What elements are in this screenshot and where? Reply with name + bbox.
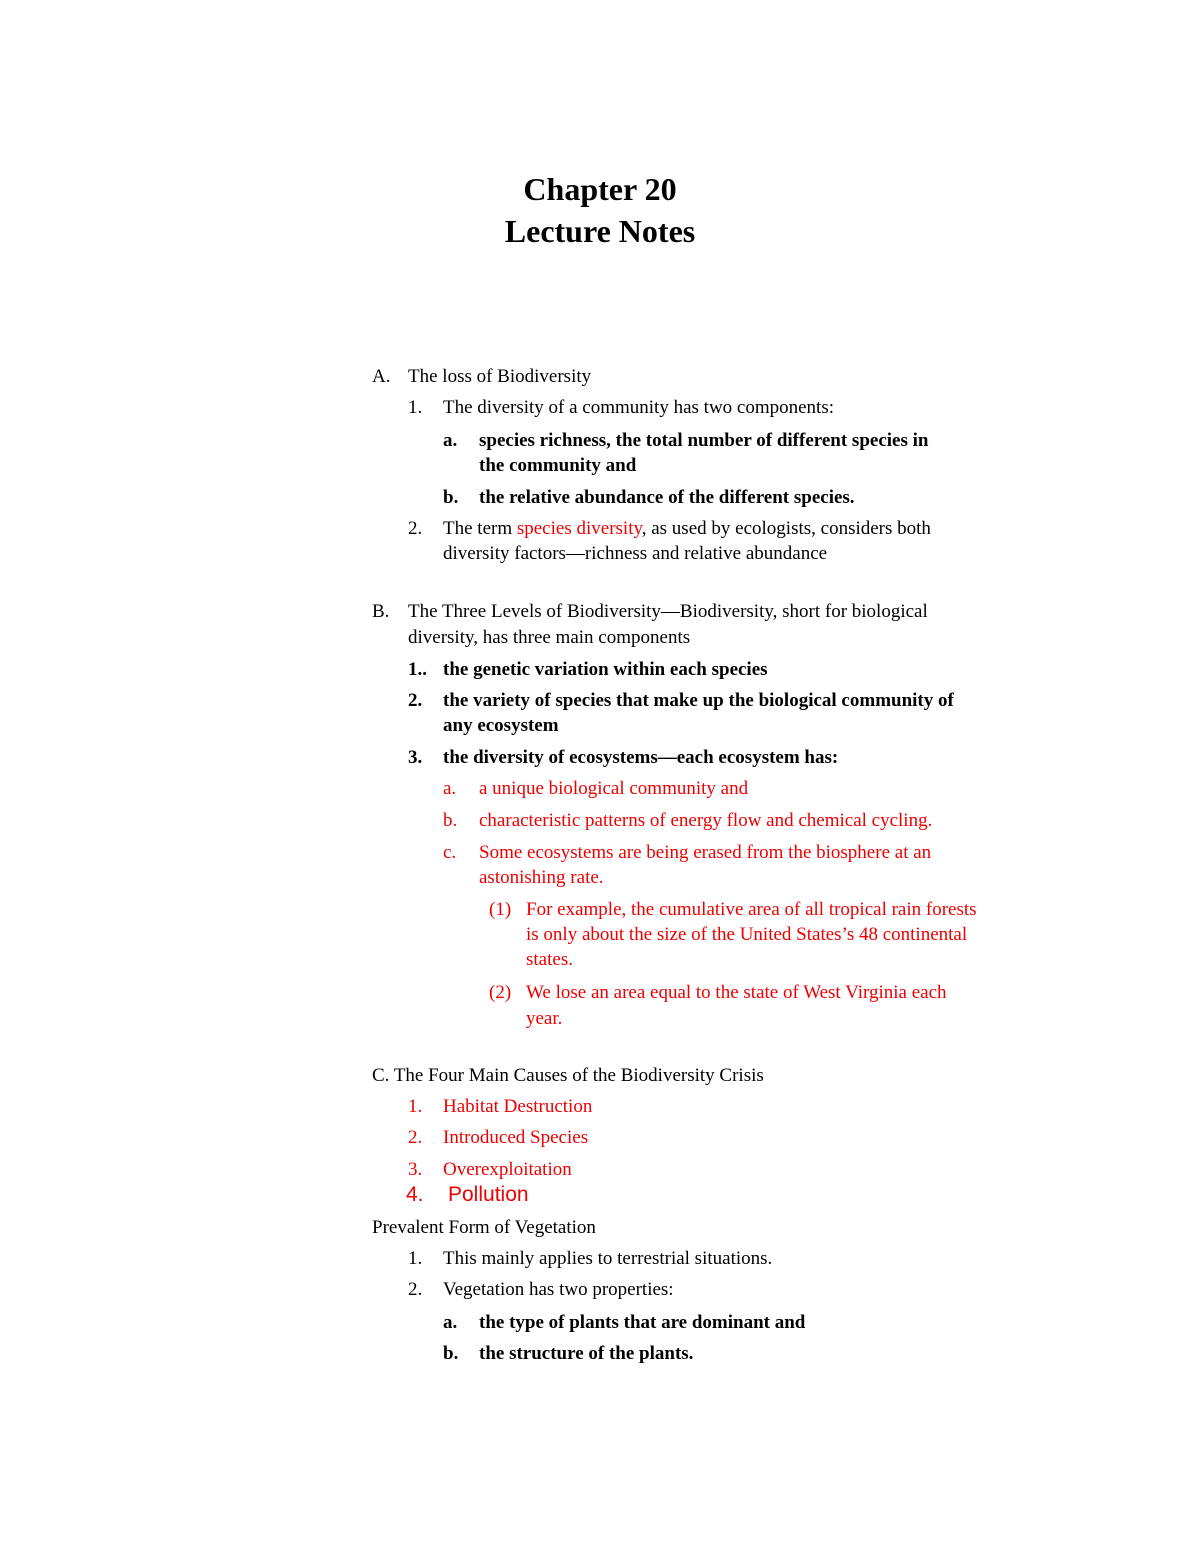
- section-b-item3a-marker: a.: [443, 778, 457, 799]
- section-a-item1-text: The diversity of a community has two components:: [443, 397, 835, 418]
- section-a-item2-marker: 2.: [408, 518, 423, 539]
- section-b-item1-marker: 1..: [408, 659, 427, 680]
- section-a-item1-marker: 1.: [408, 397, 423, 418]
- vegetation-item2-text: Vegetation has two properties:: [443, 1279, 674, 1300]
- section-a-item1b-marker: b.: [443, 487, 459, 508]
- section-a-item2-line1: [443, 516, 931, 542]
- section-a-item1a-marker: a.: [443, 430, 458, 451]
- section-b-item3c-marker: c.: [443, 842, 457, 863]
- section-c-heading: C. The Four Main Causes of the Biodiversity Crisis: [372, 1065, 764, 1086]
- section-a-item1a-line1: species richness, the total number of different species in: [479, 430, 929, 451]
- section-b-marker: B.: [372, 601, 390, 622]
- vegetation-item2b-marker: b.: [443, 1343, 459, 1364]
- vegetation-heading: Prevalent Form of Vegetation: [372, 1217, 596, 1238]
- section-c-item2-text: Introduced Species: [443, 1127, 589, 1148]
- species-diversity-term: species diversity: [516, 518, 642, 539]
- section-b-item3c-line1: Some ecosystems are being erased from the biosphere at an: [479, 842, 932, 863]
- page-subtitle: Lecture Notes: [504, 213, 696, 249]
- section-a-marker: A.: [372, 366, 391, 387]
- section-b-sub2-marker: (2): [489, 982, 512, 1003]
- section-c-item3-text: Overexploitation: [443, 1159, 572, 1180]
- section-b-item3a-text: a unique biological community and: [479, 778, 749, 799]
- section-b-item1-text: the genetic variation within each species: [443, 659, 768, 680]
- section-b-item3-marker: 3.: [408, 747, 423, 768]
- section-b-sub2-line2: year.: [526, 1008, 563, 1029]
- vegetation-item2b-text: the structure of the plants.: [479, 1343, 694, 1364]
- section-a-heading: The loss of Biodiversity: [408, 366, 592, 387]
- section-c-item4-text: Pollution: [448, 1183, 529, 1206]
- section-c-item3-marker: 3.: [408, 1159, 423, 1180]
- section-b-item3-text: the diversity of ecosystems—each ecosystem has:: [443, 747, 839, 768]
- section-b-sub2-line1: We lose an area equal to the state of West Virginia each: [526, 982, 947, 1003]
- vegetation-item1-marker: 1.: [408, 1248, 423, 1269]
- section-b-item3b-text: characteristic patterns of energy flow and chemical cycling.: [479, 810, 933, 831]
- section-b-item2-marker: 2.: [408, 690, 423, 711]
- section-b-item2-line1: the variety of species that make up the biological community of: [443, 690, 954, 711]
- section-a-item1a-line2: the community and: [479, 455, 637, 476]
- section-c-item1-text: Habitat Destruction: [443, 1096, 593, 1117]
- vegetation-item2a-marker: a.: [443, 1312, 458, 1333]
- section-b-sub1-line3: states.: [526, 949, 573, 970]
- section-b-line2: diversity, has three main components: [408, 627, 691, 648]
- section-a-item1b-text: the relative abundance of the different species.: [479, 487, 855, 508]
- section-b-item3c-line2: astonishing rate.: [479, 867, 604, 888]
- page-title: Chapter 20: [523, 171, 677, 207]
- section-c-item2-marker: 2.: [408, 1127, 423, 1148]
- section-b-sub1-line2: is only about the size of the United States’s 48 continental: [526, 924, 968, 945]
- vegetation-item2-marker: 2.: [408, 1279, 423, 1300]
- section-b-line1: The Three Levels of Biodiversity—Biodiversity, short for biological: [408, 601, 928, 622]
- section-b-sub1-marker: (1): [489, 899, 512, 920]
- vegetation-item1-text: This mainly applies to terrestrial situations.: [443, 1248, 773, 1269]
- vegetation-item2a-text: the type of plants that are dominant and: [479, 1312, 806, 1333]
- section-c-item1-marker: 1.: [408, 1096, 423, 1117]
- section-b-item3b-marker: b.: [443, 810, 458, 831]
- section-a-item2-line2: diversity factors—richness and relative abundance: [443, 543, 828, 564]
- section-b-item2-line2: any ecosystem: [443, 715, 559, 736]
- section-b-sub1-line1: For example, the cumulative area of all tropical rain forests: [526, 899, 977, 920]
- section-a-item2-before: The term: [443, 518, 517, 539]
- section-a-item2-after: , as used by ecologists, considers both: [641, 518, 931, 539]
- section-c-item4-marker: 4.: [406, 1183, 424, 1206]
